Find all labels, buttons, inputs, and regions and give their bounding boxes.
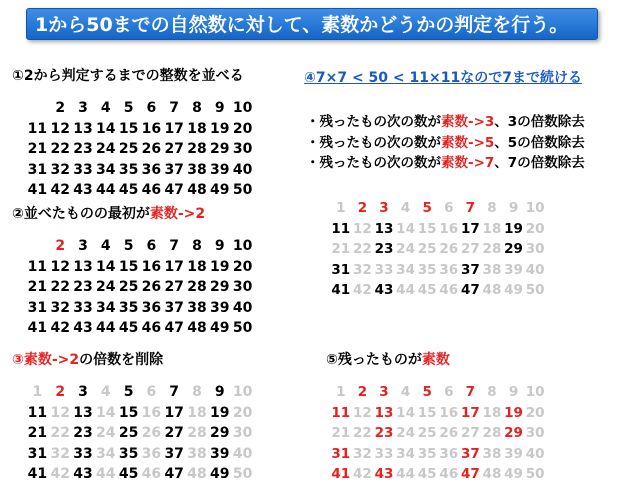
- number-cell: 48: [482, 282, 502, 298]
- step2-accent: 素数->2: [149, 206, 206, 222]
- number-cell: 23: [374, 425, 394, 441]
- number-cell: 48: [187, 466, 207, 482]
- number-cell: 23: [73, 141, 93, 157]
- number-cell: 42: [352, 282, 372, 298]
- number-cell: 26: [439, 241, 459, 257]
- number-cell: 36: [439, 261, 459, 278]
- number-cell: 31: [27, 299, 48, 316]
- number-cell: 14: [96, 258, 116, 275]
- number-cell: 49: [210, 182, 230, 198]
- number-cell: 6: [146, 100, 157, 116]
- number-cell: 35: [118, 445, 139, 462]
- number-cell: 36: [439, 445, 459, 462]
- number-cell: 14: [96, 404, 116, 421]
- number-cell: 27: [164, 279, 184, 295]
- number-cell: 31: [331, 445, 351, 462]
- number-cell: 7: [169, 384, 180, 400]
- number-cell: 37: [460, 445, 480, 462]
- number-cell: 17: [460, 404, 480, 421]
- number-cell: 28: [187, 425, 207, 441]
- number-cell: 22: [352, 241, 372, 257]
- number-cell: 4: [400, 200, 411, 216]
- number-cell: 14: [396, 220, 415, 237]
- number-cell: 12: [50, 258, 70, 275]
- step5-heading: [326, 351, 450, 369]
- number-cell: 13: [73, 120, 93, 137]
- number-cell: 36: [141, 299, 162, 316]
- number-cell: 22: [50, 279, 70, 295]
- number-cell: 8: [487, 200, 497, 216]
- number-cell: 28: [187, 279, 207, 295]
- number-cell: 23: [73, 425, 93, 441]
- step1-heading: ①2から判定するまでの整数を並べる: [12, 68, 244, 84]
- number-cell: 3: [379, 384, 389, 400]
- number-cell: 40: [232, 299, 253, 316]
- number-cell: 47: [460, 282, 480, 298]
- number-cell: 28: [482, 425, 502, 441]
- number-cell: 32: [50, 299, 70, 316]
- number-cell: 27: [460, 425, 480, 441]
- number-cell: 2: [55, 238, 66, 254]
- number-cell: 50: [525, 466, 545, 482]
- number-cell: 2: [55, 100, 66, 116]
- step2-prefix: ②並べたものの最初が: [12, 206, 150, 222]
- number-cell: 29: [210, 279, 230, 295]
- number-cell: 24: [96, 141, 116, 157]
- number-cell: 32: [352, 445, 372, 462]
- number-cell: 11: [331, 220, 351, 237]
- number-cell: 46: [439, 282, 459, 298]
- number-cell: 49: [210, 320, 230, 336]
- number-cell: 6: [444, 384, 454, 400]
- number-cell: 25: [118, 279, 139, 295]
- step5-prefix: ⑤残ったものが: [326, 352, 422, 368]
- number-cell: 5: [123, 100, 134, 116]
- step5-accent: 素数: [421, 352, 450, 368]
- number-cell: 30: [232, 141, 253, 157]
- number-cell: 17: [164, 404, 184, 421]
- note-accent: 素数->7: [441, 155, 495, 171]
- number-cell: 50: [232, 320, 253, 336]
- note-prefix: ・残ったもの次の数が: [306, 155, 441, 171]
- number-cell: 21: [27, 279, 48, 295]
- number-cell: 40: [525, 445, 545, 462]
- number-cell: 47: [460, 466, 480, 482]
- number-cell: 37: [164, 161, 184, 178]
- number-cell: 1: [336, 384, 346, 400]
- number-cell: 42: [50, 466, 70, 482]
- number-cell: 15: [417, 404, 437, 421]
- number-cell: 30: [525, 425, 545, 441]
- number-cell: 21: [27, 425, 48, 441]
- number-cell: 35: [118, 299, 139, 316]
- number-cell: 7: [465, 384, 476, 400]
- note-suffix: 、7の倍数除去: [494, 155, 585, 171]
- number-cell: 32: [50, 445, 70, 462]
- number-cell: 26: [141, 141, 162, 157]
- number-cell: 21: [331, 241, 351, 257]
- number-cell: 45: [417, 466, 437, 482]
- number-cell: 19: [504, 404, 523, 421]
- number-cell: 11: [27, 404, 48, 421]
- number-cell: 7: [465, 200, 476, 216]
- number-cell: 33: [73, 299, 93, 316]
- number-cell: 43: [73, 320, 93, 336]
- number-cell: 19: [210, 120, 230, 137]
- number-cell: 49: [504, 466, 523, 482]
- number-cell: 29: [210, 141, 230, 157]
- number-cell: 18: [187, 404, 207, 421]
- number-cell: 47: [164, 320, 184, 336]
- number-cell: 41: [331, 282, 351, 298]
- number-cell: 33: [374, 445, 394, 462]
- number-cell: 5: [123, 238, 134, 254]
- number-cell: [26, 236, 49, 257]
- number-cell: 34: [396, 261, 415, 278]
- number-cell: 28: [482, 241, 502, 257]
- number-grid-initial: [26, 98, 254, 201]
- number-cell: 19: [210, 404, 230, 421]
- number-cell: 30: [232, 425, 253, 441]
- number-cell: 38: [187, 445, 207, 462]
- number-cell: 40: [232, 445, 253, 462]
- note-accent: 素数->5: [441, 134, 495, 151]
- number-cell: 25: [118, 425, 139, 441]
- note-prefix: ・残ったもの次の数が: [306, 134, 441, 151]
- number-cell: 48: [187, 182, 207, 198]
- number-cell: 12: [352, 220, 372, 237]
- number-cell: 38: [482, 445, 502, 462]
- number-cell: 45: [417, 282, 437, 298]
- number-cell: 43: [73, 466, 93, 482]
- number-cell: 5: [123, 384, 134, 400]
- number-cell: 31: [331, 261, 351, 278]
- number-cell: 20: [232, 258, 253, 275]
- note-prefix: ・残ったもの次の数が: [306, 114, 441, 130]
- number-cell: 25: [118, 141, 139, 157]
- number-cell: 22: [50, 141, 70, 157]
- number-cell: 5: [422, 200, 432, 216]
- number-cell: 43: [374, 282, 394, 298]
- number-cell: 24: [96, 425, 116, 441]
- number-cell: 44: [96, 466, 116, 482]
- number-cell: 15: [417, 220, 437, 237]
- number-cell: 11: [331, 404, 351, 421]
- number-cell: 46: [141, 182, 162, 198]
- number-cell: 3: [379, 200, 389, 216]
- number-cell: 30: [525, 241, 545, 257]
- number-cell: 16: [141, 120, 162, 137]
- number-cell: 16: [439, 404, 459, 421]
- number-cell: 17: [164, 120, 184, 137]
- number-cell: 10: [525, 384, 545, 400]
- number-cell: 35: [118, 161, 139, 178]
- number-grid-first-prime: [26, 236, 254, 339]
- note-item: [306, 153, 585, 174]
- step2-heading: [12, 205, 205, 223]
- number-cell: 34: [96, 299, 116, 316]
- number-cell: 19: [210, 258, 230, 275]
- number-cell: 43: [73, 182, 93, 198]
- number-cell: 8: [192, 100, 202, 116]
- number-cell: 29: [210, 425, 230, 441]
- number-cell: 45: [118, 320, 139, 336]
- number-cell: 39: [210, 161, 230, 178]
- number-cell: 9: [508, 200, 519, 216]
- number-cell: 31: [27, 161, 48, 178]
- number-cell: 33: [73, 445, 93, 462]
- number-cell: 34: [396, 445, 415, 462]
- number-cell: 39: [504, 445, 523, 462]
- number-cell: 2: [55, 384, 66, 400]
- number-cell: 8: [192, 238, 202, 254]
- number-cell: 34: [96, 161, 116, 178]
- number-cell: 44: [396, 282, 415, 298]
- number-cell: 16: [141, 258, 162, 275]
- number-cell: 47: [164, 466, 184, 482]
- step3-heading: [12, 351, 163, 369]
- number-cell: 34: [96, 445, 116, 462]
- number-cell: 41: [331, 466, 351, 482]
- number-cell: 24: [396, 425, 415, 441]
- number-cell: 26: [141, 425, 162, 441]
- number-cell: 50: [525, 282, 545, 298]
- number-cell: 50: [232, 182, 253, 198]
- number-cell: 11: [27, 120, 48, 137]
- number-cell: 39: [210, 445, 230, 462]
- number-cell: 35: [417, 445, 437, 462]
- number-cell: 46: [141, 320, 162, 336]
- number-cell: 24: [396, 241, 415, 257]
- number-cell: 15: [118, 258, 139, 275]
- number-cell: [26, 98, 49, 119]
- number-cell: 38: [482, 261, 502, 278]
- number-cell: 29: [504, 241, 523, 257]
- number-cell: 13: [374, 404, 394, 421]
- sieve-notes: [306, 112, 585, 174]
- number-cell: 45: [118, 466, 139, 482]
- number-cell: 19: [504, 220, 523, 237]
- number-grid-remove-7: [330, 198, 546, 301]
- number-cell: 35: [417, 261, 437, 278]
- number-cell: 44: [96, 182, 116, 198]
- number-cell: 33: [374, 261, 394, 278]
- number-cell: 8: [487, 384, 497, 400]
- number-cell: 26: [141, 279, 162, 295]
- number-cell: 1: [336, 200, 346, 216]
- number-cell: 4: [100, 100, 111, 116]
- number-cell: 4: [400, 384, 411, 400]
- number-cell: 12: [352, 404, 372, 421]
- number-cell: 45: [118, 182, 139, 198]
- number-cell: 10: [232, 384, 253, 400]
- number-cell: 37: [164, 445, 184, 462]
- note-accent: 素数->3: [441, 114, 495, 130]
- number-cell: 38: [187, 161, 207, 178]
- number-cell: 11: [27, 258, 48, 275]
- title-banner: 1から50までの自然数に対して、素数かどうかの判定を行う。: [26, 8, 598, 40]
- number-cell: 6: [444, 200, 454, 216]
- number-cell: 37: [460, 261, 480, 278]
- number-cell: 3: [78, 100, 88, 116]
- number-cell: 50: [232, 466, 253, 482]
- number-cell: 18: [187, 120, 207, 137]
- step4-heading: ④7×7 < 50 < 11×11なので7まで続ける: [304, 70, 582, 86]
- number-cell: 20: [232, 120, 253, 137]
- note-item: [306, 112, 585, 133]
- number-cell: 48: [482, 466, 502, 482]
- number-cell: 22: [352, 425, 372, 441]
- step3-accent: ③素数->2: [12, 352, 80, 368]
- number-cell: 39: [504, 261, 523, 278]
- number-cell: 44: [396, 466, 415, 482]
- number-cell: 21: [27, 141, 48, 157]
- number-cell: 40: [232, 161, 253, 178]
- number-cell: 3: [78, 238, 88, 254]
- number-cell: 48: [187, 320, 207, 336]
- number-cell: 10: [525, 200, 545, 216]
- number-cell: 38: [187, 299, 207, 316]
- number-grid-primes: [330, 382, 546, 485]
- number-cell: 16: [439, 220, 459, 237]
- number-cell: 44: [96, 320, 116, 336]
- number-cell: 32: [50, 161, 70, 178]
- number-cell: 46: [141, 466, 162, 482]
- number-cell: 37: [164, 299, 184, 316]
- number-cell: 40: [525, 261, 545, 278]
- number-cell: 14: [96, 120, 116, 137]
- number-cell: 20: [525, 220, 545, 237]
- number-cell: 2: [357, 384, 368, 400]
- number-cell: 10: [232, 238, 253, 254]
- number-cell: 21: [331, 425, 351, 441]
- number-cell: 41: [27, 182, 48, 198]
- number-cell: 4: [100, 384, 111, 400]
- number-cell: 25: [417, 241, 437, 257]
- number-grid-remove-2: [26, 382, 254, 485]
- number-cell: 17: [460, 220, 480, 237]
- number-cell: 20: [232, 404, 253, 421]
- number-cell: 1: [32, 384, 43, 400]
- number-cell: 23: [73, 279, 93, 295]
- number-cell: 31: [27, 445, 48, 462]
- number-cell: 9: [214, 100, 225, 116]
- note-item: [306, 133, 585, 154]
- number-cell: 39: [210, 299, 230, 316]
- number-cell: 24: [96, 279, 116, 295]
- number-cell: 9: [214, 384, 225, 400]
- number-cell: 30: [232, 279, 253, 295]
- number-cell: 42: [50, 320, 70, 336]
- step3-suffix: の倍数を削除: [79, 352, 164, 368]
- number-cell: 14: [396, 404, 415, 421]
- number-cell: 47: [164, 182, 184, 198]
- note-suffix: 、3の倍数除去: [494, 114, 585, 130]
- number-cell: 36: [141, 161, 162, 178]
- number-cell: 2: [357, 200, 368, 216]
- number-cell: 7: [169, 100, 180, 116]
- number-cell: 25: [417, 425, 437, 441]
- number-cell: 4: [100, 238, 111, 254]
- number-cell: 18: [187, 258, 207, 275]
- number-cell: 15: [118, 120, 139, 137]
- number-cell: 43: [374, 466, 394, 482]
- number-cell: 6: [146, 384, 157, 400]
- number-cell: 16: [141, 404, 162, 421]
- number-cell: 41: [27, 466, 48, 482]
- number-cell: 12: [50, 120, 70, 137]
- number-cell: 27: [164, 141, 184, 157]
- number-cell: 27: [460, 241, 480, 257]
- number-cell: 22: [50, 425, 70, 441]
- number-cell: 32: [352, 261, 372, 278]
- number-cell: 9: [508, 384, 519, 400]
- number-cell: 49: [210, 466, 230, 482]
- number-cell: 42: [50, 182, 70, 198]
- number-cell: 8: [192, 384, 202, 400]
- number-cell: 10: [232, 100, 253, 116]
- number-cell: 17: [164, 258, 184, 275]
- number-cell: 13: [73, 404, 93, 421]
- number-cell: 49: [504, 282, 523, 298]
- note-suffix: 、5の倍数除去: [494, 134, 585, 151]
- number-cell: 18: [482, 404, 502, 421]
- number-cell: 12: [50, 404, 70, 421]
- number-cell: 13: [73, 258, 93, 275]
- number-cell: 41: [27, 320, 48, 336]
- number-cell: 3: [78, 384, 88, 400]
- number-cell: 46: [439, 466, 459, 482]
- number-cell: 27: [164, 425, 184, 441]
- number-cell: 20: [525, 404, 545, 421]
- number-cell: 13: [374, 220, 394, 237]
- number-cell: 6: [146, 238, 157, 254]
- number-cell: 15: [118, 404, 139, 421]
- number-cell: 29: [504, 425, 523, 441]
- number-cell: 26: [439, 425, 459, 441]
- number-cell: 5: [422, 384, 432, 400]
- number-cell: 23: [374, 241, 394, 257]
- number-cell: 42: [352, 466, 372, 482]
- number-cell: 9: [214, 238, 225, 254]
- number-cell: 28: [187, 141, 207, 157]
- number-cell: 36: [141, 445, 162, 462]
- number-cell: 7: [169, 238, 180, 254]
- number-cell: 33: [73, 161, 93, 178]
- number-cell: 18: [482, 220, 502, 237]
